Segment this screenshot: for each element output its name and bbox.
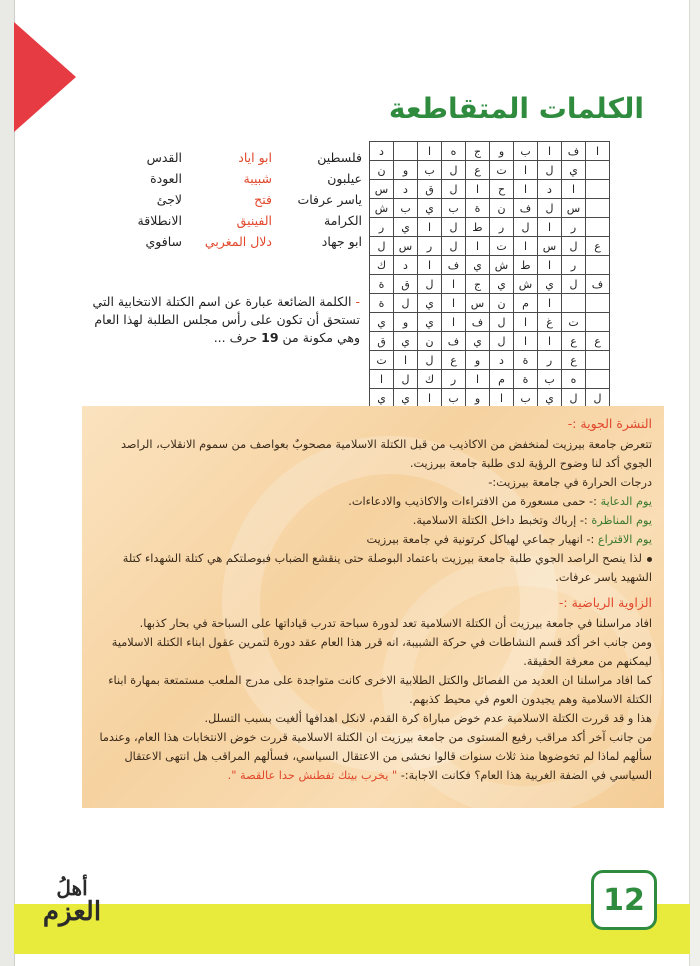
clue-dash: - (355, 294, 360, 309)
sports-quote: " يخرب بيتك تفطنش حدا عالقصة ". (227, 769, 398, 782)
day-text: :- حمى مسعورة من الافتراءات والاكاذيب والادعاءات. (348, 495, 597, 508)
page-edge-left (0, 0, 15, 966)
grid-cell (586, 370, 610, 389)
grid-cell: ع (466, 161, 490, 180)
grid-cell: ق (418, 180, 442, 199)
grid-cell: ا (418, 218, 442, 237)
sports-paragraph: افاد مراسلنا في جامعة بيرزيت أن الكتلة الاسلامية تعد لدورة سباحة تدرب قياداتها على السباحة في بحار كذبها. (139, 617, 652, 630)
grid-cell: ك (418, 370, 442, 389)
grid-cell: و (394, 161, 418, 180)
grid-cell: ل (442, 180, 466, 199)
grid-cell: ا (562, 180, 586, 199)
grid-cell (586, 180, 610, 199)
grid-cell: س (538, 237, 562, 256)
grid-cell: ل (418, 351, 442, 370)
word-entry: القدس (146, 150, 182, 165)
grid-cell: ا (466, 370, 490, 389)
grid-cell: ع (586, 237, 610, 256)
word-list-row (92, 147, 362, 168)
grid-cell: ة (370, 294, 394, 313)
grid-row (370, 351, 610, 370)
grid-cell: ف (562, 142, 586, 161)
grid-cell: ل (442, 218, 466, 237)
grid-cell: ة (514, 370, 538, 389)
grid-cell: ة (514, 351, 538, 370)
grid-row (370, 275, 610, 294)
page-edge-right (689, 0, 700, 966)
grid-cell: ر (442, 370, 466, 389)
grid-cell: ل (490, 332, 514, 351)
word-entry: ابو اياد (238, 150, 272, 165)
grid-cell: ر (562, 218, 586, 237)
word-entry: عيلبون (327, 171, 362, 186)
grid-cell: ش (514, 275, 538, 294)
grid-row (370, 389, 610, 408)
grid-cell: ر (538, 351, 562, 370)
corner-triangle-decoration (14, 22, 76, 132)
sports-paragraph (96, 728, 652, 785)
grid-cell: ل (586, 389, 610, 408)
grid-cell: ل (442, 161, 466, 180)
grid-cell: ر (490, 218, 514, 237)
grid-cell: ي (538, 275, 562, 294)
grid-cell: ل (514, 218, 538, 237)
grid-cell: ب (418, 161, 442, 180)
sports-paragraph: ومن جانب اخر أكد قسم النشاطات في حركة الشبيبة، انه قرر هذا العام عقد دورة لتمرين عقول ابناء الكتلة الاسلامية ليمكنهم من معرفة الحقيقة. (111, 636, 652, 668)
grid-cell: ت (562, 313, 586, 332)
grid-cell: ب (514, 389, 538, 408)
day-label: يوم المناظرة (591, 514, 652, 527)
grid-cell (586, 313, 610, 332)
grid-cell: ح (490, 180, 514, 199)
grid-cell: ت (490, 161, 514, 180)
grid-cell: ي (418, 294, 442, 313)
grid-row (370, 142, 610, 161)
grid-cell: ل (538, 199, 562, 218)
word-entry: ياسر عرفات (297, 192, 362, 207)
grid-cell: ا (538, 332, 562, 351)
grid-cell: ا (370, 370, 394, 389)
grid-cell: ف (514, 199, 538, 218)
grid-cell: س (466, 294, 490, 313)
grid-cell: ا (538, 294, 562, 313)
grid-cell: ش (490, 256, 514, 275)
missing-word-clue (80, 293, 360, 347)
grid-cell: ط (514, 256, 538, 275)
grid-cell: ك (370, 256, 394, 275)
grid-cell: ش (370, 199, 394, 218)
grid-cell: ل (442, 237, 466, 256)
humor-panel-content (96, 414, 652, 785)
grid-cell: ع (562, 332, 586, 351)
grid-row (370, 256, 610, 275)
grid-cell: س (562, 199, 586, 218)
grid-cell: ل (562, 389, 586, 408)
weather-heading: النشرة الجوية :- (567, 416, 652, 431)
grid-cell: ع (562, 351, 586, 370)
grid-cell: د (394, 256, 418, 275)
word-list-row (92, 168, 362, 189)
grid-cell: د (490, 351, 514, 370)
clue-text: الكلمة الضائعة عبارة عن اسم الكتلة الانتخابية التي تستحق أن تكون على رأس مجلس الطلبة لهذا العام وهي مكونة من (92, 294, 360, 345)
grid-cell: ا (538, 142, 562, 161)
grid-cell: ي (370, 389, 394, 408)
grid-cell: ق (370, 332, 394, 351)
grid-cell: ا (514, 313, 538, 332)
word-entry: لاجئ (156, 192, 182, 207)
grid-cell: ي (370, 313, 394, 332)
grid-cell: ت (370, 351, 394, 370)
sports-paragraph: كما افاد مراسلنا ان العديد من الفصائل والكتل الطلابية الاخرى كانت متواجدة على مدرج الملعب مستمتعة بمهارة ابناء الكتلة الاسلامية وهم يجيدون العوم في محيط كذبهم. (108, 674, 652, 706)
day-label: يوم الاقتراع (597, 533, 652, 546)
grid-cell: ي (418, 313, 442, 332)
humor-panel (82, 406, 664, 808)
grid-cell: س (394, 237, 418, 256)
page-title: الكلمات المتقاطعة (388, 92, 644, 125)
sports-heading: الزاوية الرياضية :- (558, 595, 652, 610)
grid-cell: ج (466, 275, 490, 294)
grid-cell: ب (442, 199, 466, 218)
grid-cell: ن (418, 332, 442, 351)
word-entry: فلسطين (317, 150, 362, 165)
grid-cell: ه (562, 370, 586, 389)
weather-day-row (96, 511, 652, 530)
grid-cell: ا (418, 256, 442, 275)
sports-paragraph: هذا و قد قررت الكتلة الاسلامية عدم خوض مباراة كرة القدم، لانكل اهدافها ألغيت بسبب التسلل. (204, 712, 652, 725)
page-number-box (591, 870, 657, 930)
grid-row (370, 313, 610, 332)
grid-row (370, 199, 610, 218)
grid-cell: ي (562, 161, 586, 180)
grid-row (370, 161, 610, 180)
word-entry: الفينيق (236, 213, 272, 228)
grid-cell: ي (418, 199, 442, 218)
grid-cell: ط (466, 218, 490, 237)
grid-cell: ع (586, 332, 610, 351)
crossword-grid (369, 141, 610, 408)
grid-cell: م (490, 370, 514, 389)
grid-cell: ب (442, 389, 466, 408)
weather-paragraph: تتعرض جامعة بيرزيت لمنخفض من الاكاذيب من قبل الكتلة الاسلامية مصحوبٌ بعواصف من سموم الانقلاب، الراصد الجوي أكد لنا وضوح الرؤية لدى طلبة جامعة بيرزيت. (121, 438, 652, 470)
grid-row (370, 294, 610, 313)
grid-cell: ب (514, 142, 538, 161)
grid-cell: ا (466, 237, 490, 256)
grid-cell: ة (466, 199, 490, 218)
grid-cell: ي (466, 256, 490, 275)
grid-cell: ف (466, 313, 490, 332)
grid-cell: ا (514, 237, 538, 256)
grid-row (370, 218, 610, 237)
grid-cell: ع (442, 351, 466, 370)
word-entry: ابو جهاد (321, 234, 362, 249)
grid-cell: ا (538, 218, 562, 237)
word-entry: فتح (254, 192, 272, 207)
logo-line: أهلُ (56, 876, 88, 900)
grid-cell: ا (490, 389, 514, 408)
grid-cell: و (466, 351, 490, 370)
page-number: 12 (603, 882, 645, 918)
grid-cell: ف (442, 332, 466, 351)
grid-cell: ل (562, 275, 586, 294)
grid-cell: ب (394, 199, 418, 218)
grid-cell: ر (562, 256, 586, 275)
grid-cell (586, 256, 610, 275)
grid-cell: ي (394, 332, 418, 351)
word-entry: شبيبة (243, 171, 272, 186)
grid-cell: و (394, 313, 418, 332)
grid-row (370, 237, 610, 256)
grid-cell: ا (514, 180, 538, 199)
day-text: :- إرباك وتخبط داخل الكتلة الاسلامية. (412, 514, 588, 527)
grid-cell (562, 294, 586, 313)
grid-cell: ي (394, 389, 418, 408)
grid-cell: ا (514, 332, 538, 351)
grid-cell: ن (370, 161, 394, 180)
day-label: يوم الدعاية (600, 495, 652, 508)
clue-tail: حرف ... (213, 330, 258, 345)
grid-cell: غ (538, 313, 562, 332)
grid-cell: ل (562, 237, 586, 256)
word-list-row (92, 210, 362, 231)
grid-cell: ت (490, 237, 514, 256)
grid-row (370, 332, 610, 351)
word-list-row (92, 189, 362, 210)
grid-cell: ل (370, 237, 394, 256)
grid-cell: د (370, 142, 394, 161)
grid-cell (586, 351, 610, 370)
weather-day-row (96, 530, 652, 549)
grid-cell: ا (538, 256, 562, 275)
grid-row (370, 180, 610, 199)
grid-cell: ل (490, 313, 514, 332)
day-text: :- انهيار جماعي لهياكل كرتونية في جامعة بيرزيت (366, 533, 595, 546)
grid-cell (586, 199, 610, 218)
grid-cell: ن (490, 294, 514, 313)
bullet-icon (647, 557, 652, 562)
weather-paragraph: درجات الحرارة في جامعة بيرزيت:- (488, 476, 652, 489)
grid-cell: د (394, 180, 418, 199)
grid-cell: ي (466, 332, 490, 351)
grid-cell: ا (418, 142, 442, 161)
grid-cell: ب (538, 370, 562, 389)
word-list (92, 147, 362, 252)
grid-cell: ر (370, 218, 394, 237)
word-entry: الكرامة (324, 213, 362, 228)
weather-advice-text: لذا ينصح الراصد الجوي طلبة جامعة بيرزيت باعتماد البوصلة حتى ينقشع الضباب فبوصلتكم هي كتلة الشهداء كتلة الشهيد ياسر عرفات. (122, 552, 652, 584)
publication-logo (24, 876, 120, 928)
word-entry: الانطلاقة (137, 213, 182, 228)
weather-day-row (96, 492, 652, 511)
grid-cell: ل (394, 370, 418, 389)
grid-cell (586, 218, 610, 237)
grid-cell: ق (394, 275, 418, 294)
grid-cell: ا (586, 142, 610, 161)
sports-paragraph-text: من جانب آخر أكد مراقب رفيع المستوى من جامعة بيرزيت ان الكتلة الاسلامية قررت خوض الانتخابات هذا العام، وعندما سألهم لماذا لم تخوضوها منذ ثلاث سنوات قالوا نخشى من الاعتقال السياسي، فسألهم المراقب هل انتهى الاعتقال السياسي في الضفة الغربية هذا العام؟ فكانت الاجابة:- (99, 731, 652, 782)
grid-cell: س (370, 180, 394, 199)
grid-cell: ي (394, 218, 418, 237)
clue-letter-count: 19 (261, 330, 279, 345)
grid-cell: ا (466, 180, 490, 199)
grid-cell: ي (538, 389, 562, 408)
grid-cell: ي (490, 275, 514, 294)
word-entry: سافوي (145, 234, 182, 249)
grid-cell: ن (490, 199, 514, 218)
grid-cell: ف (442, 256, 466, 275)
grid-cell (586, 161, 610, 180)
grid-cell: و (490, 142, 514, 161)
grid-cell: ا (394, 351, 418, 370)
grid-cell: ة (370, 275, 394, 294)
grid-cell: و (466, 389, 490, 408)
grid-cell: ف (586, 275, 610, 294)
weather-advice (96, 549, 652, 587)
grid-cell: ل (418, 275, 442, 294)
grid-cell: ر (418, 237, 442, 256)
grid-cell: ل (394, 294, 418, 313)
grid-cell: ا (418, 389, 442, 408)
word-entry: دلال المغربي (204, 234, 272, 249)
grid-row (370, 370, 610, 389)
grid-cell: ا (442, 313, 466, 332)
grid-cell: ج (466, 142, 490, 161)
grid-cell: ا (514, 161, 538, 180)
grid-cell: م (514, 294, 538, 313)
grid-cell (394, 142, 418, 161)
word-entry: العودة (150, 171, 182, 186)
grid-cell (586, 294, 610, 313)
grid-cell: ا (442, 275, 466, 294)
grid-cell: ل (538, 161, 562, 180)
logo-line: العزم (42, 897, 102, 927)
grid-cell: ه (442, 142, 466, 161)
grid-cell: د (538, 180, 562, 199)
grid-cell: ا (442, 294, 466, 313)
word-list-row (92, 231, 362, 252)
